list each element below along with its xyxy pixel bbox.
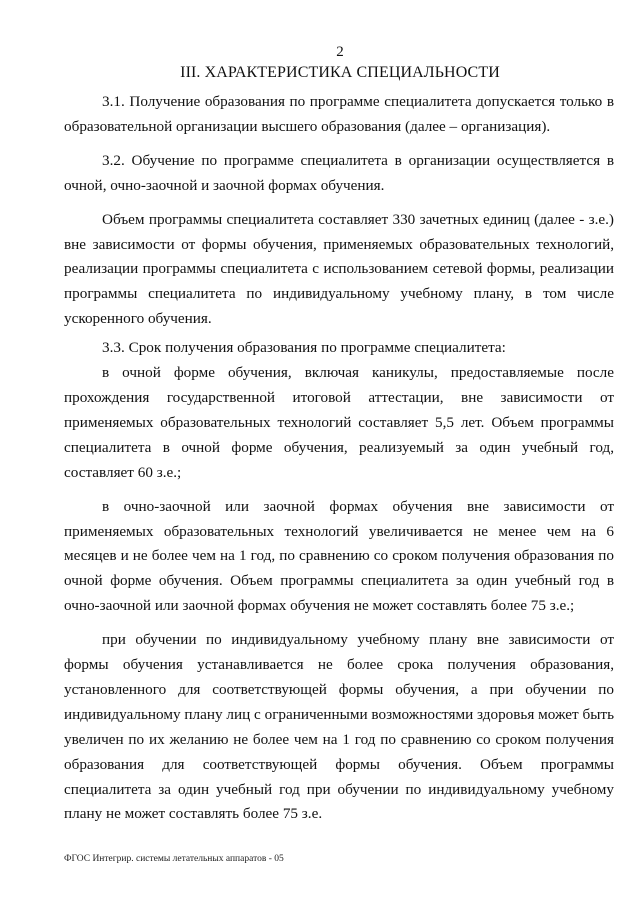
paragraph-full-time: в очной форме обучения, включая каникулы, предоставляемые после прохождения государственной итоговой аттестации, вне зависимости от применяемых образовательных технологий составляет 5,5 лет. Объем программы специалитета в очной форме обучения, реализуемый за один учебный год, составляет 60 з.е.; [64, 364, 614, 481]
paragraph-part-time: в очно-заочной или заочной формах обучения вне зависимости от применяемых образовательных технологий увеличивается не менее чем на 6 месяцев и не более чем на 1 год, по сравнению со сроком получения образования по очной форме обучения. Объем программы специалитета за один учебный год в очно-заочной или заочной формах обучения не может составлять более 75 з.е.; [64, 497, 614, 615]
body-text [64, 90, 614, 827]
paragraph-3-3: 3.3. Срок получения образования по программе специалитета: [102, 339, 506, 357]
section-title: III. ХАРАКТЕРИСТИКА СПЕЦИАЛЬНОСТИ [180, 64, 500, 81]
paragraph-volume: Объем программы специалитета составляет 330 зачетных единиц (далее - з.е.) вне зависимости от формы обучения, применяемых образовательных технологий, реализации программы специалитета с использованием сетевой формы, реализации программы специалитета по индивидуальному учебному плану, в том числе ускоренного обучения. [64, 210, 614, 328]
paragraph-3-2: 3.2. Обучение по программе специалитета в организации осуществляется в очной, очно-заочной и заочной формах обучения. [64, 151, 614, 194]
paragraph-individual-plan: при обучении по индивидуальному учебному плану вне зависимости от формы обучения устанавливается не более срока получения образования, установленного для соответствующей формы обучения, а при обучении по индивидуальному плану лиц с ограниченными возможностями здоровья может быть увеличен по их желанию не более чем на 1 год по сравнению со сроком получения образования для соответствующей формы обучения. Объем программы специалитета за один учебный год при обучении по индивидуальному учебному плану не может составлять более 75 з.е. [64, 631, 614, 823]
page-number: 2 [336, 44, 344, 60]
footer-note: ФГОС Интегрир. системы летательных аппаратов - 05 [64, 854, 284, 864]
paragraph-3-1: 3.1. Получение образования по программе специалитета допускается только в образовательной организации высшего образования (далее – организация). [64, 93, 614, 135]
